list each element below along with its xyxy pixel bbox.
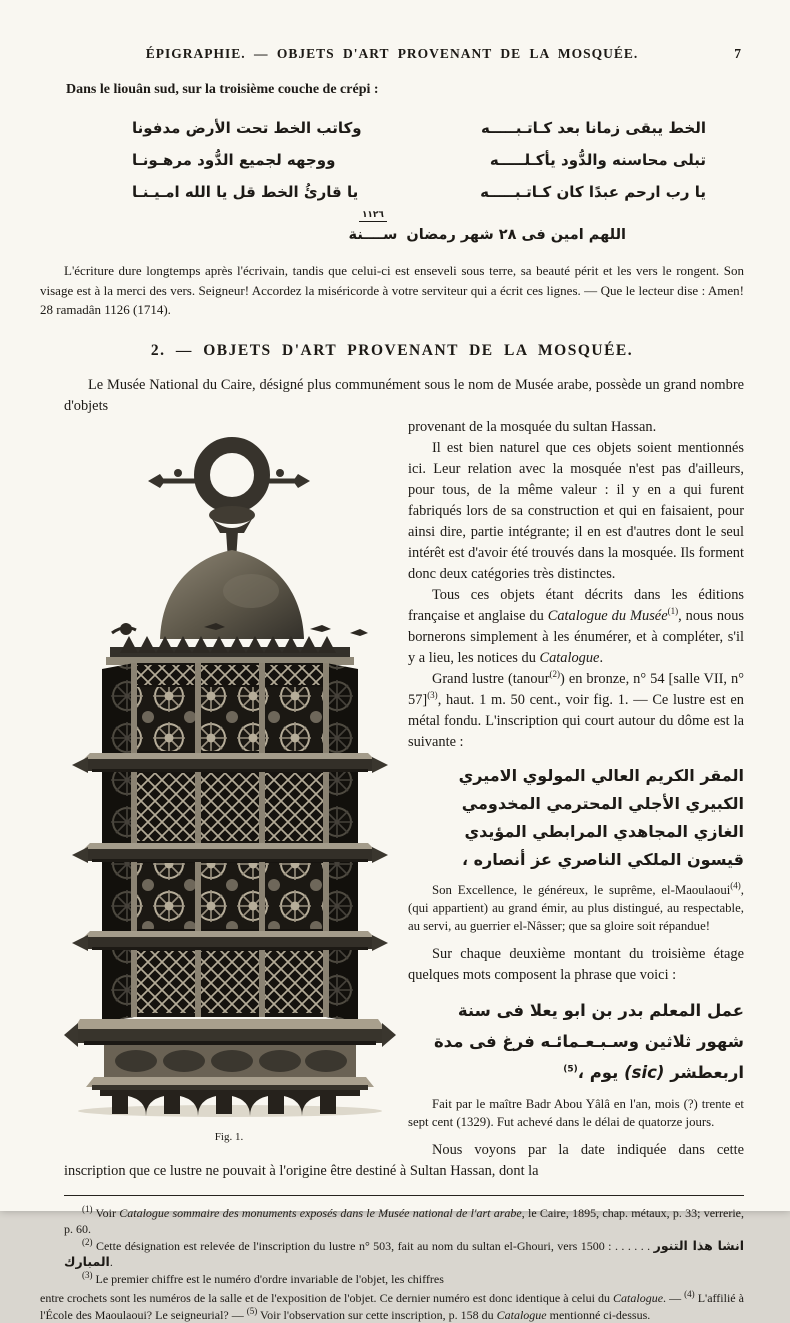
- paragraph-lustre-intro: Grand lustre (tanour$^{(2)}$) en bronze, n° 54 [salle VII, n° 57]$^{(3)}$, haut. 1 m. 50 cent., voir fig. 1. — Ce lustre est en métal fondu. L'inscription qui court autour du dôme est la suivante :: [64, 669, 744, 753]
- footnotes: [64, 1205, 744, 1323]
- paragraph-musee-1: Le Musée National du Caire, désigné plus communément sous le nom de Musée arabe, possède un grand nombre d'objets: [64, 375, 744, 417]
- running-head: [40, 46, 744, 62]
- arabic-inscription-montants: عمل المعلم بدر بن ابو يعلا فى سنة شهور ثلاثين وسـبـعـمائـه فرغ فى مدة اربعطشر (sic) يوم ،$^{(5)}$: [64, 995, 744, 1088]
- figure-lantern: [64, 423, 394, 1148]
- verse-first-hemistich: الخط يبقى زمانا بعد كـاتـبـــــه: [481, 112, 706, 144]
- inscription-montants-translation: Fait par le maître Badr Abou Yâlâ en l'an, mois (?) trente et sept cent (1329). Fut achevé dans le délai de quatorze jours.: [64, 1095, 744, 1131]
- verse-second-hemistich: يا قارئُ الخط قل يا الله امـيـنـا: [132, 176, 358, 208]
- verse-second-hemistich: وكاتب الخط تحت الأرض مدفونا: [132, 112, 362, 144]
- footnote-3-continuation: entre crochets sont les numéros de la salle et de l'exposition de l'objet. Ce dernier numéro est donc identique à celui du Catalogue. — $^{(4)}$ L'affilié à l'École des Maoulaoui? Le seigneurial? — $^{(5)}$ Voir l'observation sur cette inscription, p. 158 du Catalogue mentionné ci-dessus.: [40, 1287, 744, 1323]
- running-title: ÉPIGRAPHIE. — OBJETS D'ART PROVENANT DE LA MOSQUÉE.: [146, 46, 638, 61]
- section-heading: 2. — OBJETS D'ART PROVENANT DE LA MOSQUÉE.: [40, 342, 744, 360]
- lantern-figure: [64, 423, 394, 1148]
- date-text: اللهم امين فى ٢٨ شهر رمضان: [406, 227, 626, 243]
- flared-cornice: [64, 1019, 396, 1047]
- epitaph-verses: [132, 112, 706, 208]
- verse-first-hemistich: يا رب ارحم عبدًا كان كـاتـبـــــه: [480, 176, 706, 208]
- footnote-2: $^{(2)}$ Cette désignation est relevée de l'inscription du lustre n° 503, fait au nom du sultan el-Ghouri, vers 1500 : . . . . . . انشا هذا التنور المبارك.: [64, 1238, 744, 1271]
- verse-row: [132, 112, 706, 144]
- arabic-inscription-dome: المقر الكريم العالي المولوي الاميري الكبيري الأجلي المحترمي المخدومي الغازي المجاهدي المرابطي المؤيدي قيسون الملكي الناصري عز أنصاره ،: [64, 762, 744, 874]
- article-body: [64, 375, 744, 1323]
- intro-line: Dans le liouân sud, sur la troisième couche de crépi :: [40, 82, 744, 98]
- epitaph-translation: L'écriture dure longtemps après l'écrivain, tandis que celui-ci est enseveli sous terre, sa beauté périt et les vers le rongent. Son visage est à la merci des vers. Seigneur! Accordez la miséricorde à votre serviteur qui a écrit ces lignes. — Que le lecteur dise : Amen! 28 ramadân 1126 (1714).: [40, 261, 744, 320]
- dome: [160, 550, 304, 639]
- footnote-3-start: $^{(3)}$ Le premier chiffre est le numéro d'ordre invariable de l'objet, les chiffres: [64, 1271, 744, 1288]
- paragraph-date-remark: Nous voyons par la date indiquée dans cette inscription que ce lustre ne pouvait à l'origine être destiné à Sultan Hassan, dont la: [64, 1140, 744, 1182]
- paragraph-montants: Sur chaque deuxième montant du troisième étage quelques mots composent la phrase que voici :: [64, 944, 744, 986]
- paragraph-musee-2: provenant de la mosquée du sultan Hassan.: [64, 417, 744, 438]
- verse-row: [132, 144, 706, 176]
- page-number: 7: [734, 46, 742, 62]
- verse-row: [132, 176, 706, 208]
- inscription-dome-translation: Son Excellence, le généreux, le suprême, el-Maoulaoui$^{(4)}$, (qui appartient) au grand émir, au plus distingué, au respectable, au servi, au guerrier el-Nâsser; que sa gloire soit répandue!: [64, 881, 744, 935]
- lantern-photo: [64, 423, 394, 1117]
- figure-caption: Fig. 1.: [64, 1127, 394, 1148]
- footnote-rule: [64, 1195, 744, 1196]
- paragraph-categories: Il est bien naturel que ces objets soient mentionnés ici. Leur relation avec la mosquée n'est pas d'ailleurs, pour tous, de la même valeur : il y en a qui furent fabriqués lors de sa construction et qui en faisaient, pour ainsi dire, partie intégrante; il en est d'autres dont le seul intérêt est d'avoir été trouvés dans la mosquée. Ils forment donc deux catégories très distinctes.: [64, 438, 744, 585]
- hijri-year-stack: [349, 211, 398, 248]
- epitaph-date-line: [40, 211, 744, 248]
- year-word: ســــنة: [349, 222, 398, 248]
- verse-first-hemistich: تبلى محاسنه والدُّود يأكـلـــــه: [490, 144, 706, 176]
- paragraph-catalogue: Tous ces objets étant décrits dans les éditions française et anglaise du Catalogue du Musée$^{(1)}$, nous nous bornerons simplement à les énumérer, et à compléter, s'il y a lieu, les notices du Catalogue.: [64, 585, 744, 669]
- verse-second-hemistich: ووجهه لجميع الدُّود مرهـونـا: [132, 144, 335, 176]
- hijri-year: ١١٢٦: [359, 211, 387, 222]
- base-legs: [86, 1045, 374, 1116]
- footnote-1: $^{(1)}$ Voir Catalogue sommaire des monuments exposés dans le Musée national de l'art arabe, le Caire, 1895, chap. métaux, p. 33; verrerie, p. 60.: [64, 1205, 744, 1238]
